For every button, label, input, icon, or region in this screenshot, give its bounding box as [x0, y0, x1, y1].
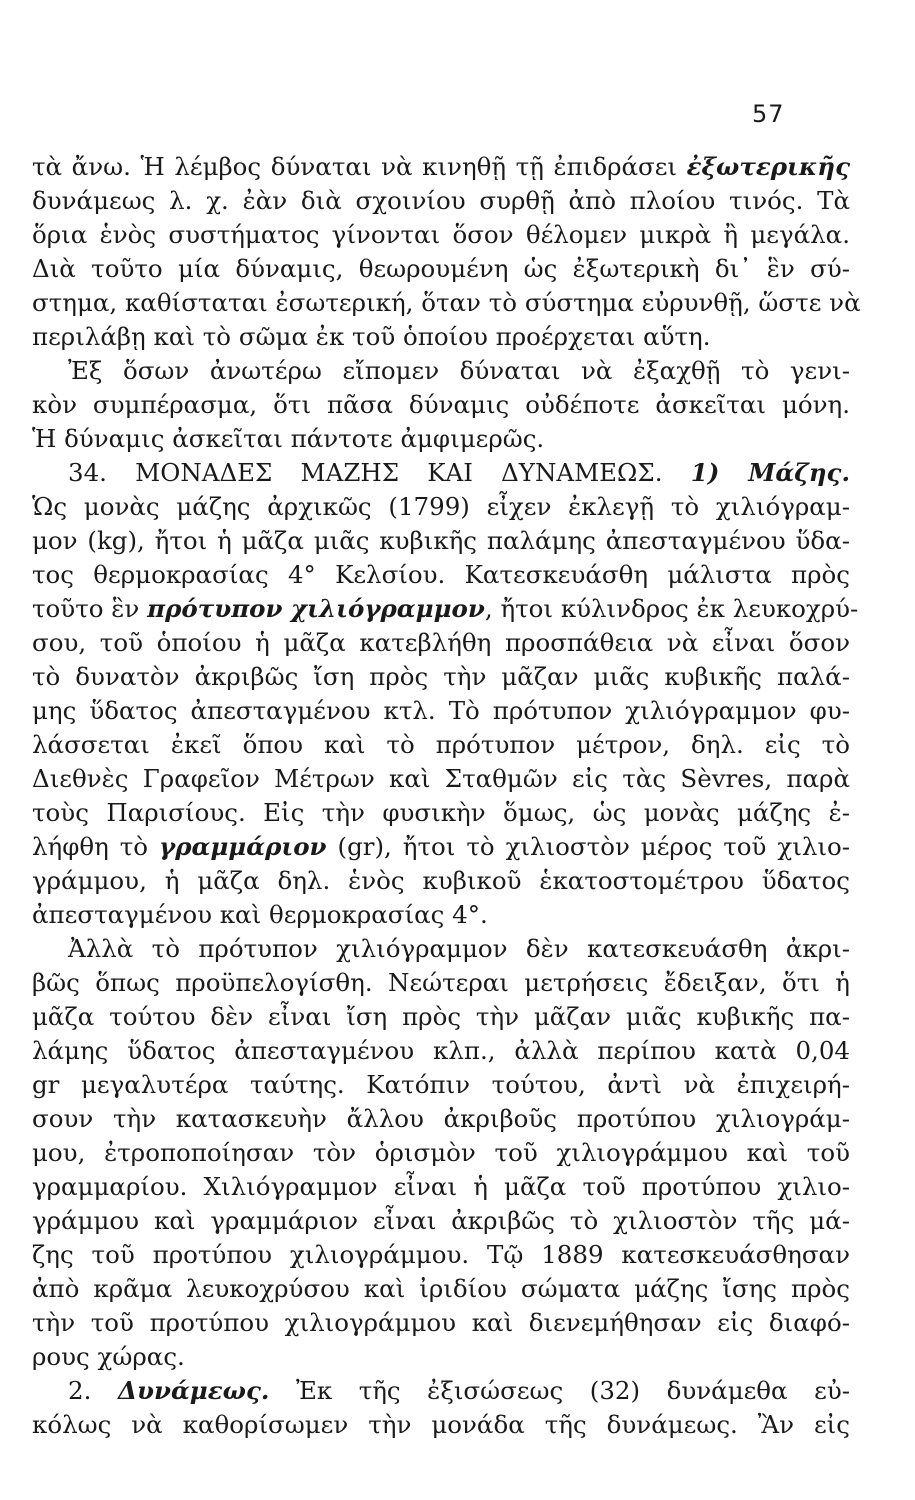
text-line: Διὰ τοῦτο μία δύναμις, θεωρουμένη ὡς ἐξωτερικὴ δι᾽ ἓν σύ- [32, 254, 850, 283]
text-line: gr μεγαλυτέρα ταύτης. Κατόπιν τούτου, ἀντὶ νὰ ἐπιχειρή- [32, 1070, 850, 1099]
text-line: ζης τοῦ προτύπου χιλιογράμμου. Τῷ 1889 κατεσκευάσθησαν [32, 1240, 850, 1269]
text-line: περιλάβῃ καὶ τὸ σῶμα ἐκ τοῦ ὁποίου προέρχεται αὕτη. [32, 322, 711, 351]
text-line: κὸν συμπέρασμα, ὅτι πᾶσα δύναμις οὐδέποτε ἀσκεῖται μόνη. [32, 390, 850, 419]
subsection-heading: 2. Δυνάμεως. Ἐκ τῆς ἐξισώσεως (32) δυνάμεθα εὐ- [68, 1376, 851, 1405]
text-line: σου, τοῦ ὁποίου ἡ μᾶζα κατεβλήθη προσπάθεια νὰ εἶναι ὅσον [32, 628, 850, 657]
text-line: στημα, καθίσταται ἐσωτερική, ὅταν τὸ σύστημα εὐρυνθῇ, ὥστε νὰ [32, 288, 861, 317]
text-line: λήφθη τὸ γραμμάριον (gr), ἤτοι τὸ χιλιοστὸν μέρος τοῦ χιλιο- [32, 832, 851, 861]
text-line: λάσσεται ἐκεῖ ὅπου καὶ τὸ πρότυπον μέτρον, δηλ. εἰς τὸ [32, 730, 850, 759]
text-line: ὅρια ἑνὸς συστήματος γίνονται ὅσον θέλομεν μικρὰ ἢ μεγάλα. [32, 220, 850, 249]
text-line: τος θερμοκρασίας 4° Κελσίου. Κατεσκευάσθη μάλιστα πρὸς [32, 560, 850, 589]
emphasis-exoterikis: ἐξωτερικῆς [686, 152, 850, 181]
text-line: Διεθνὲς Γραφεῖον Μέτρων καὶ Σταθμῶν εἰς τὰς Sèvres, παρὰ [32, 764, 850, 793]
section-heading: 34. ΜΟΝΑΔΕΣ ΜΑΖΗΣ ΚΑΙ ΔΥΝΑΜΕΩΣ. 1) Μάζης. [68, 458, 851, 487]
text-line: γράμμου, ἡ μᾶζα δηλ. ἑνὸς κυβικοῦ ἑκατοστομέτρου ὕδατος [32, 866, 850, 895]
text-line: λάμης ὕδατος ἀπεσταγμένου κλπ., ἀλλὰ περίπου κατὰ 0,04 [32, 1036, 850, 1065]
text-line: ἀπὸ κρᾶμα λευκοχρύσου καὶ ἰριδίου σώματα μάζης ἴσης πρὸς [32, 1274, 850, 1303]
text-line: τὸ δυνατὸν ἀκριβῶς ἴση πρὸς τὴν μᾶζαν μιᾶς κυβικῆς παλά- [32, 662, 850, 691]
text-line: ἀπεσταγμένου καὶ θερμοκρασίας 4°. [32, 900, 488, 929]
text-line: γραμμαρίου. Χιλιόγραμμον εἶναι ἡ μᾶζα τοῦ προτύπου χιλιο- [32, 1172, 850, 1201]
text-line: μης ὕδατος ἀπεσταγμένου κτλ. Τὸ πρότυπον χιλιόγραμμον φυ- [32, 696, 850, 725]
subsection-force-label: Δυνάμεως. [117, 1376, 270, 1405]
text-line: σουν τὴν κατασκευὴν ἄλλου ἀκριβοῦς προτύπου χιλιογράμ- [32, 1104, 850, 1133]
text-line: δυνάμεως λ. χ. ἐὰν διὰ σχοινίου συρθῇ ἀπὸ πλοίου τινός. Τὰ [32, 186, 850, 215]
text-line: Ὡς μονὰς μάζης ἀρχικῶς (1799) εἶχεν ἐκλεγῇ τὸ χιλιόγραμ- [32, 492, 850, 521]
text-line: μᾶζα τούτου δὲν εἶναι ἴση πρὸς τὴν μᾶζαν μιᾶς κυβικῆς πα- [32, 1002, 850, 1031]
text-line: τὴν τοῦ προτύπου χιλιογράμμου καὶ διενεμήθησαν εἰς διαφό- [32, 1308, 850, 1337]
text-line: μον (kg), ἤτοι ἡ μᾶζα μιᾶς κυβικῆς παλάμης ἀπεσταγμένου ὕδα- [32, 526, 850, 555]
emphasis-gram: γραμμάριον [159, 832, 327, 861]
text-line: τὰ ἄνω. Ἡ λέμβος δύναται νὰ κινηθῇ τῇ ἐπιδράσει ἐξωτερικῆς [32, 152, 850, 181]
text-line: Ἐξ ὅσων ἀνωτέρω εἴπομεν δύναται νὰ ἐξαχθῇ τὸ γενι- [68, 356, 850, 385]
page-number: 57 [752, 100, 785, 128]
text-line: κόλως νὰ καθορίσωμεν τὴν μονάδα τῆς δυνάμεως. Ἂν εἰς [32, 1410, 850, 1439]
text-line: Ἡ δύναμις ἀσκεῖται πάντοτε ἀμφιμερῶς. [32, 424, 545, 453]
text-line: Ἀλλὰ τὸ πρότυπον χιλιόγραμμον δὲν κατεσκευάσθη ἀκρι- [68, 934, 850, 963]
text-line: γράμμου καὶ γραμμάριον εἶναι ἀκριβῶς τὸ χιλιοστὸν τῆς μά- [32, 1206, 850, 1235]
emphasis-prototype-kilogram: πρότυπον χιλιόγραμμον [147, 594, 485, 623]
subsection-mass-label: 1) Μάζης. [690, 458, 851, 487]
text-line: ρους χώρας. [32, 1342, 185, 1371]
text-line: βῶς ὅπως προϋπελογίσθη. Νεώτεραι μετρήσεις ἔδειξαν, ὅτι ἡ [32, 968, 850, 997]
text-line: μου, ἐτροποποίησαν τὸν ὁρισμὸν τοῦ χιλιογράμμου καὶ τοῦ [32, 1138, 850, 1167]
text-line: τοὺς Παρισίους. Εἰς τὴν φυσικὴν ὅμως, ὡς μονὰς μάζης ἐ- [32, 798, 850, 827]
text-line: τοῦτο ἓν πρότυπον χιλιόγραμμον, ἤτοι κύλινδρος ἐκ λευκοχρύ- [32, 594, 859, 623]
